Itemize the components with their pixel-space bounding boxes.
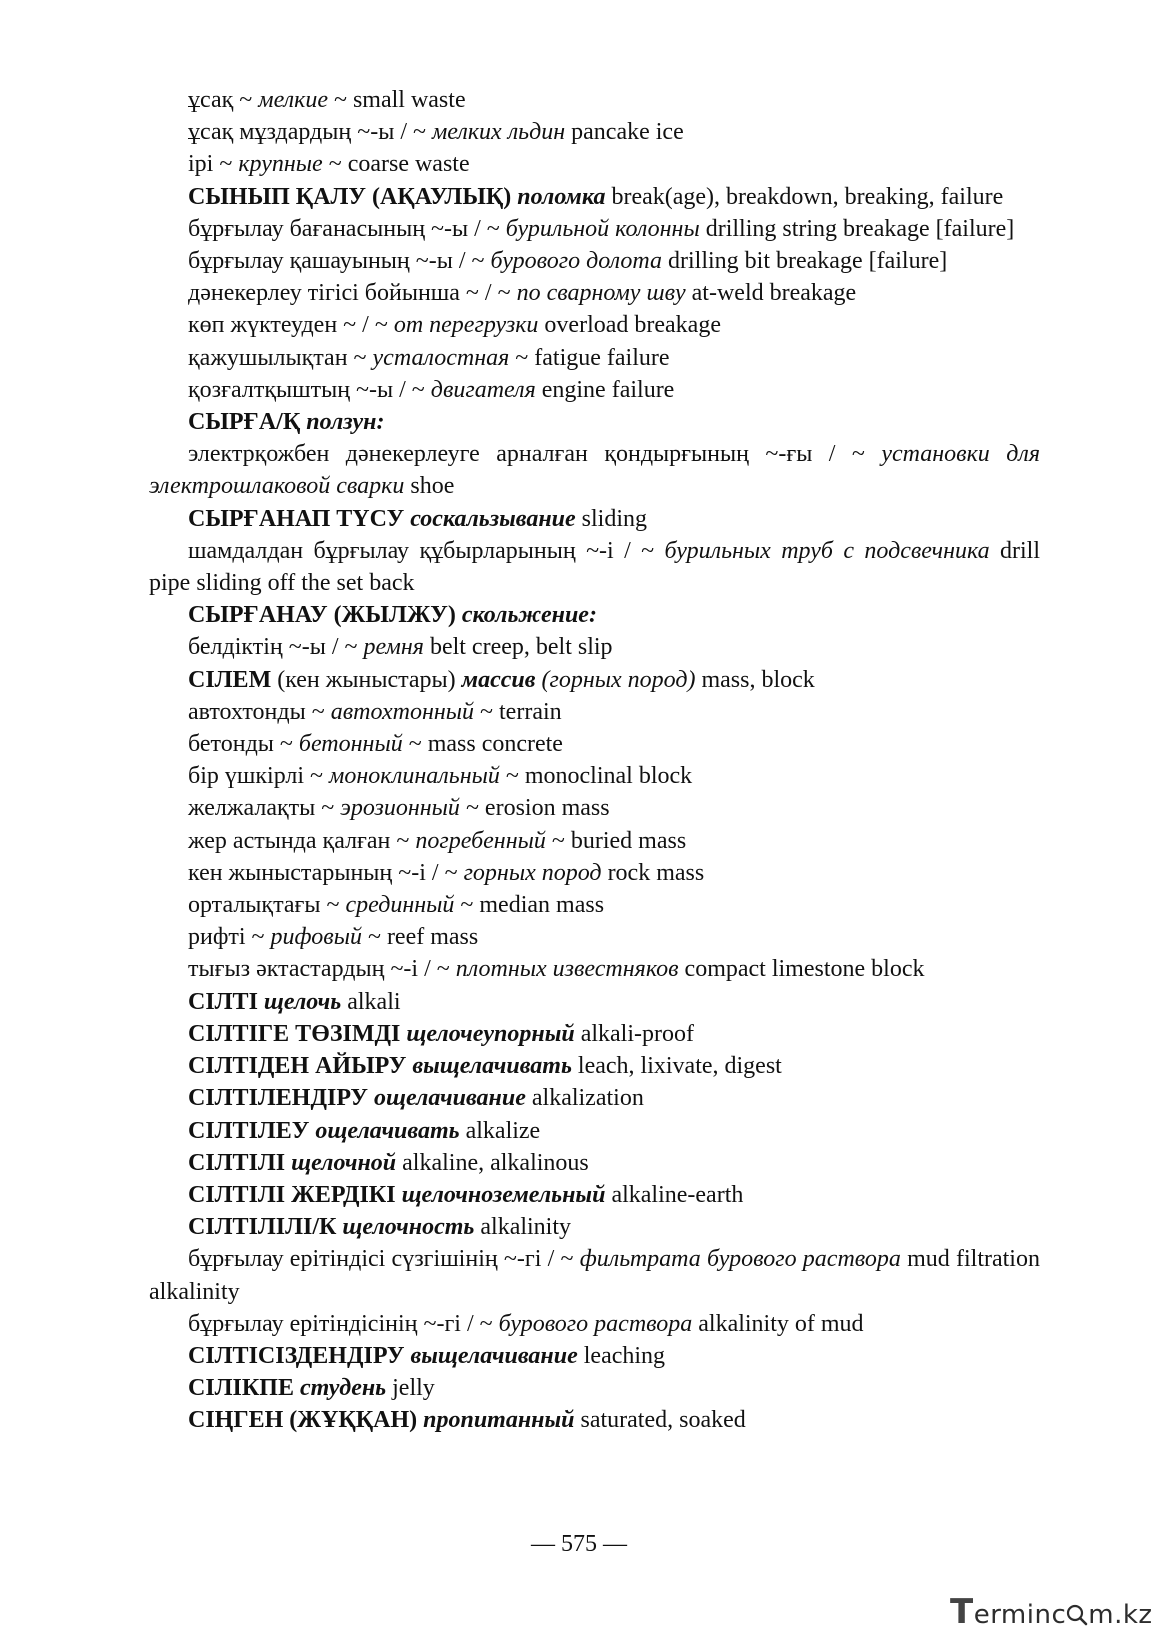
russian-term: рифовый: [270, 924, 362, 951]
russian-headword: студень: [299, 1375, 387, 1402]
entry-text: alkalization: [525, 1085, 644, 1112]
watermark-text: erminc: [973, 1600, 1067, 1630]
entry-text: автохтонды ~: [188, 698, 331, 725]
russian-headword: поломка: [517, 183, 606, 210]
russian-term: бетонный: [298, 731, 403, 758]
dictionary-entry: [149, 148, 1040, 180]
entry-text: ~ small waste: [327, 87, 466, 113]
dictionary-entry: [149, 986, 1040, 1018]
headword: СІЛТІЛІЛІ/К: [188, 1214, 343, 1241]
headword: СІЛТІСІЗДЕНДІРУ: [188, 1342, 411, 1369]
russian-term: двигателя: [430, 376, 536, 403]
russian-term: крупные: [238, 151, 323, 178]
entry-text: рифті ~: [188, 924, 271, 951]
russian-term: по сварному шву: [516, 280, 686, 307]
headword: СІЛТІ: [188, 988, 264, 1015]
headword: СЫРҒА/Қ: [188, 409, 307, 436]
dictionary-entry: [149, 374, 1040, 406]
entry-text: drilling bit breakage [failure]: [662, 248, 948, 275]
russian-headword: ощелачивание: [374, 1085, 526, 1112]
entry-text: ~ coarse waste: [322, 151, 470, 178]
entry-text: alkaline, alkalinous: [396, 1149, 589, 1176]
entry-text: ұсақ мұздардың ~-ы / ~: [188, 119, 432, 146]
dictionary-entry: [149, 84, 1040, 116]
dictionary-entry: [149, 792, 1040, 824]
entry-text: белдіктің ~-ы / ~: [188, 634, 364, 661]
entry-text: alkaline-earth: [605, 1181, 744, 1208]
headword: СІЛІКПЕ: [188, 1375, 300, 1402]
entry-text: бұрғылау бағанасының ~-ы / ~: [188, 215, 506, 242]
entry-text: alkalinity of mud: [692, 1310, 864, 1337]
entry-text: alkalinity: [474, 1214, 572, 1241]
dictionary-entry: [149, 1018, 1040, 1050]
entry-text: тығыз әктастардың ~-і / ~: [188, 956, 456, 983]
dictionary-entry: [149, 1147, 1040, 1179]
watermark-initial: T: [950, 1592, 974, 1632]
dictionary-entry: [149, 631, 1040, 663]
entry-text: alkali: [341, 988, 401, 1015]
dictionary-entry: [149, 1404, 1040, 1436]
entry-text: break(age), breakdown, breaking, failure: [605, 183, 1004, 210]
entry-text: көп жүктеуден ~ / ~: [188, 312, 394, 339]
headword: СІҢГЕН (ЖҰҚҚАН): [188, 1407, 424, 1434]
russian-headword: скольжение:: [461, 602, 597, 629]
russian-term: срединный: [345, 892, 455, 919]
dictionary-entry: [149, 1179, 1040, 1211]
entry-text: шамдалдан бұрғылау құбырларының ~-і / ~: [188, 537, 665, 564]
russian-term: (горных пород): [535, 666, 696, 693]
watermark-suffix: m.kz: [1088, 1600, 1153, 1630]
headword: СІЛТІЛЕУ: [188, 1117, 316, 1144]
russian-headword: соскальзывание: [410, 505, 576, 532]
dictionary-entry: [149, 664, 1040, 696]
russian-term: моноклинальный: [329, 763, 500, 790]
headword: СІЛТІЛІ: [188, 1149, 292, 1176]
headword: СЫРҒАНАП ТҮСУ: [188, 505, 411, 532]
russian-headword: щелочной: [291, 1149, 397, 1176]
entry-text: желжалақты ~: [188, 795, 341, 822]
russian-headword: щелочность: [342, 1214, 475, 1241]
russian-headword: щелочь: [263, 988, 342, 1015]
entry-text: ~ mass concrete: [402, 731, 563, 758]
entry-text: ~ median mass: [454, 892, 605, 919]
headword: СІЛТІДЕН АЙЫРУ: [188, 1053, 413, 1080]
russian-term: плотных известняков: [455, 956, 679, 983]
dictionary-entry: [149, 857, 1040, 889]
dictionary-entry: [149, 760, 1040, 792]
entry-text: бір үшкірлі ~: [188, 763, 329, 790]
russian-term: от перегрузки: [393, 312, 539, 339]
entry-text: ~ monoclinal block: [499, 763, 693, 790]
dictionary-entry: [149, 116, 1040, 148]
dictionary-entry: [149, 535, 1040, 599]
dictionary-entry: [149, 1372, 1040, 1404]
russian-term: бурового раствора: [498, 1310, 693, 1337]
entry-text: (кен жыныстары): [271, 666, 462, 693]
headword: СІЛТІЛІ ЖЕРДІКІ: [188, 1181, 402, 1208]
dictionary-entry: [149, 1308, 1040, 1340]
dictionary-entry: [149, 438, 1040, 502]
entry-text: rock mass: [601, 859, 705, 886]
dictionary-entry: [149, 599, 1040, 631]
headword: СІЛТІГЕ ТӨЗІМДІ: [188, 1020, 407, 1047]
entry-text: compact limestone block: [678, 956, 925, 983]
dictionary-entry: [149, 1082, 1040, 1114]
entry-text: alkalize: [459, 1117, 541, 1144]
russian-term: ремня: [363, 634, 424, 661]
dictionary-entry: [149, 1340, 1040, 1372]
dictionary-entry: [149, 889, 1040, 921]
entry-text: бұрғылау ерітіндісінің ~-гі / ~: [188, 1310, 499, 1337]
russian-term: автохтонный: [330, 698, 475, 725]
dictionary-entry: [149, 825, 1040, 857]
russian-term: усталостная: [372, 344, 510, 371]
entry-text: ~ fatigue failure: [509, 344, 670, 371]
dictionary-entry: [149, 728, 1040, 760]
dictionary-entry: [149, 309, 1040, 341]
entry-text: jelly: [386, 1375, 435, 1402]
russian-term: фильтрата бурового раствора: [579, 1246, 901, 1273]
dictionary-entry: [149, 213, 1040, 245]
russian-headword: выщелачивание: [410, 1342, 578, 1369]
headword: СІЛТІЛЕНДІРУ: [188, 1085, 374, 1112]
page-number: — 575 —: [531, 1531, 627, 1557]
dictionary-entry: [149, 953, 1040, 985]
entry-text: жер астында қалған ~: [188, 827, 416, 854]
entry-text: орталықтағы ~: [188, 892, 346, 919]
entry-text: alkali-proof: [574, 1020, 694, 1047]
entry-text: ірі ~: [188, 151, 239, 178]
headword: СЫРҒАНАУ (ЖЫЛЖУ): [188, 602, 462, 629]
entry-text: ~ reef mass: [361, 924, 479, 951]
entry-text: бетонды ~: [188, 731, 299, 758]
entry-text: engine failure: [535, 376, 675, 403]
entry-text: mud filtration alkalinity: [149, 1246, 1040, 1305]
headword: СІЛЕМ: [188, 666, 272, 693]
entry-text: дәнекерлеу тігісі бойынша ~ / ~: [188, 280, 517, 307]
search-icon: [1066, 1601, 1088, 1627]
russian-term: мелких льдин: [431, 119, 566, 146]
entry-text: қозғалтқыштың ~-ы / ~: [188, 376, 431, 403]
entry-text: электрқожбен дәнекерлеуге арналған қондырғының ~-ғы / ~: [188, 441, 882, 468]
dictionary-entry: [149, 696, 1040, 728]
dictionary-entry: [149, 1115, 1040, 1147]
russian-term: мелкие: [258, 87, 328, 113]
entry-text: leach, lixivate, digest: [571, 1053, 782, 1080]
russian-term: погребенный: [415, 827, 546, 854]
entry-text: shoe: [404, 473, 455, 500]
entry-text: бұрғылау ерітіндісі сүзгішінің ~-гі / ~: [188, 1246, 580, 1273]
entry-text: saturated, soaked: [574, 1407, 746, 1434]
dictionary-entry: [149, 1243, 1040, 1307]
russian-term: установки для электрошлаковой сварки: [149, 441, 1040, 500]
entry-text: at-weld breakage: [685, 280, 857, 307]
entry-text: ~ erosion mass: [459, 795, 610, 822]
russian-headword: пропитанный: [423, 1407, 575, 1434]
dictionary-entry: [149, 181, 1040, 213]
entry-text: бұрғылау қашауының ~-ы / ~: [188, 248, 491, 275]
entry-text: ~ terrain: [474, 698, 562, 725]
termincom-watermark: [950, 1592, 1153, 1632]
russian-term: горных пород: [463, 859, 602, 886]
dictionary-entry: [149, 245, 1040, 277]
russian-headword: ощелачивать: [315, 1117, 460, 1144]
entry-text: leaching: [577, 1342, 666, 1369]
russian-term: бурильной колонны: [505, 215, 700, 242]
entry-text: drilling string breakage [failure]: [699, 215, 1015, 242]
russian-term: бурильных труб с подсвечника: [664, 537, 990, 564]
dictionary-entry: [149, 1211, 1040, 1243]
entry-text: belt creep, belt slip: [423, 634, 613, 661]
entry-text: mass, block: [695, 666, 815, 693]
russian-term: бурового долота: [490, 248, 662, 275]
entry-text: sliding: [575, 505, 648, 532]
entry-text: кен жыныстарының ~-і / ~: [188, 859, 464, 886]
dictionary-entry: [149, 503, 1040, 535]
russian-headword: щелочеупорный: [406, 1020, 575, 1047]
dictionary-entry: [149, 406, 1040, 438]
russian-headword: щелочноземельный: [401, 1181, 606, 1208]
entry-text: ~ buried mass: [545, 827, 687, 854]
entry-text: қажушылықтан ~: [188, 344, 373, 371]
russian-headword: выщелачивать: [412, 1053, 572, 1080]
dictionary-entry: [149, 342, 1040, 374]
russian-term: эрозионный: [340, 795, 460, 822]
dictionary-entry: [149, 921, 1040, 953]
entry-text: overload breakage: [538, 312, 721, 339]
headword: СЫНЫП ҚАЛУ (АҚАУЛЫҚ): [188, 183, 518, 210]
entry-text: drill pipe sliding off the set back: [149, 537, 1040, 597]
dictionary-entries: [149, 84, 1040, 1437]
russian-headword: ползун:: [306, 409, 385, 436]
entry-text: pancake ice: [565, 119, 684, 146]
russian-headword: массив: [461, 666, 536, 693]
dictionary-entry: [149, 277, 1040, 309]
dictionary-entry: [149, 1050, 1040, 1082]
entry-text: ұсақ ~: [188, 87, 259, 113]
